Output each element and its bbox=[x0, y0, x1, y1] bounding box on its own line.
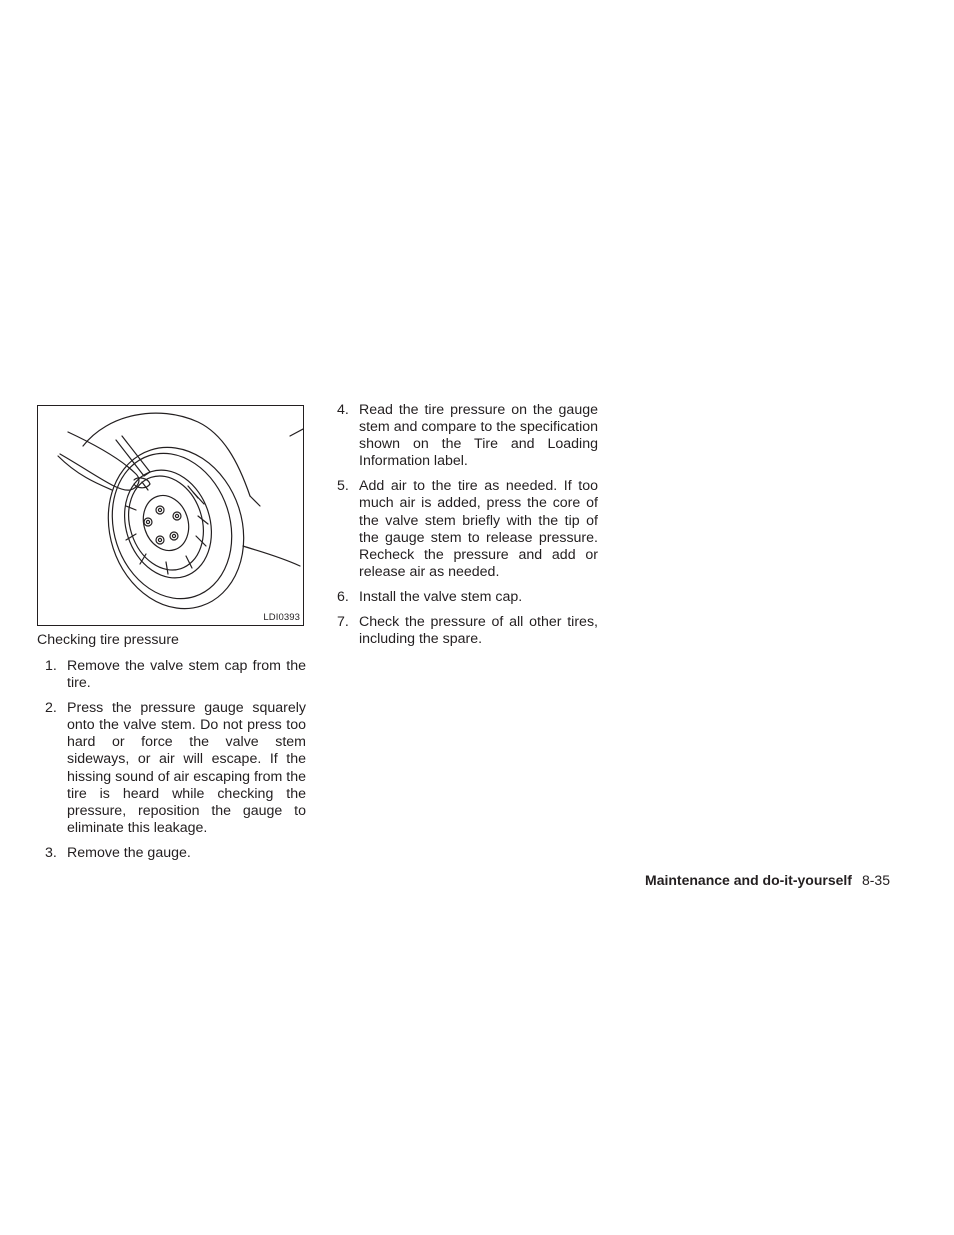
lug-nut bbox=[156, 506, 164, 514]
step-item bbox=[37, 658, 306, 692]
step-number: 7. bbox=[337, 614, 349, 631]
figure-caption: Checking tire pressure bbox=[37, 632, 179, 648]
tire-outer bbox=[88, 430, 264, 626]
lug-nut bbox=[170, 532, 178, 540]
hand-outline bbox=[60, 432, 139, 490]
step-number: 6. bbox=[337, 588, 349, 605]
step-number: 5. bbox=[337, 478, 349, 495]
wheel-hub bbox=[136, 490, 195, 557]
step-item bbox=[329, 402, 598, 470]
steps-list-left bbox=[37, 658, 306, 870]
step-text: Press the pressure gauge squarely onto the valve stem. Do not press too hard or force the valve stem sideways, or air will escape. If the hissing sound of air escaping from the tire is heard while checking the pressure, reposition the gauge to eliminate this leakage. bbox=[67, 700, 306, 836]
step-item bbox=[329, 589, 598, 606]
step-item bbox=[329, 478, 598, 581]
step-text: Install the valve stem cap. bbox=[359, 588, 523, 605]
page-footer bbox=[645, 872, 890, 888]
step-number: 1. bbox=[45, 658, 57, 674]
step-item bbox=[37, 845, 306, 862]
section-title: Maintenance and do-it-yourself bbox=[645, 872, 852, 888]
page-number: 8-35 bbox=[861, 872, 890, 888]
lug-nut bbox=[144, 518, 152, 526]
step-number: 4. bbox=[337, 402, 349, 418]
lug-nut bbox=[156, 536, 164, 544]
tire-pressure-illustration bbox=[37, 405, 304, 626]
steps-list-right bbox=[329, 402, 598, 656]
step-number: 2. bbox=[45, 700, 57, 717]
step-text: Check the pressure of all other tires, including the spare. bbox=[359, 614, 598, 648]
step-text: Read the tire pressure on the gauge stem and compare to the specification shown on the Tire and Loading Information label. bbox=[359, 402, 598, 470]
step-text: Remove the valve stem cap from the tire. bbox=[67, 658, 306, 692]
step-number: 3. bbox=[45, 844, 57, 861]
tire-gauge-drawing bbox=[38, 406, 304, 626]
lug-nut bbox=[173, 512, 181, 520]
figure-code: LDI0393 bbox=[263, 612, 300, 623]
step-text: Remove the gauge. bbox=[67, 844, 191, 861]
step-item bbox=[329, 614, 598, 648]
step-item bbox=[37, 700, 306, 837]
fender-line bbox=[83, 413, 250, 496]
step-text: Add air to the tire as needed. If too much air is added, press the core of the valve stem briefly with the tip of the gauge stem to release pressure. Recheck the pressure and add or release air as needed. bbox=[359, 478, 598, 580]
